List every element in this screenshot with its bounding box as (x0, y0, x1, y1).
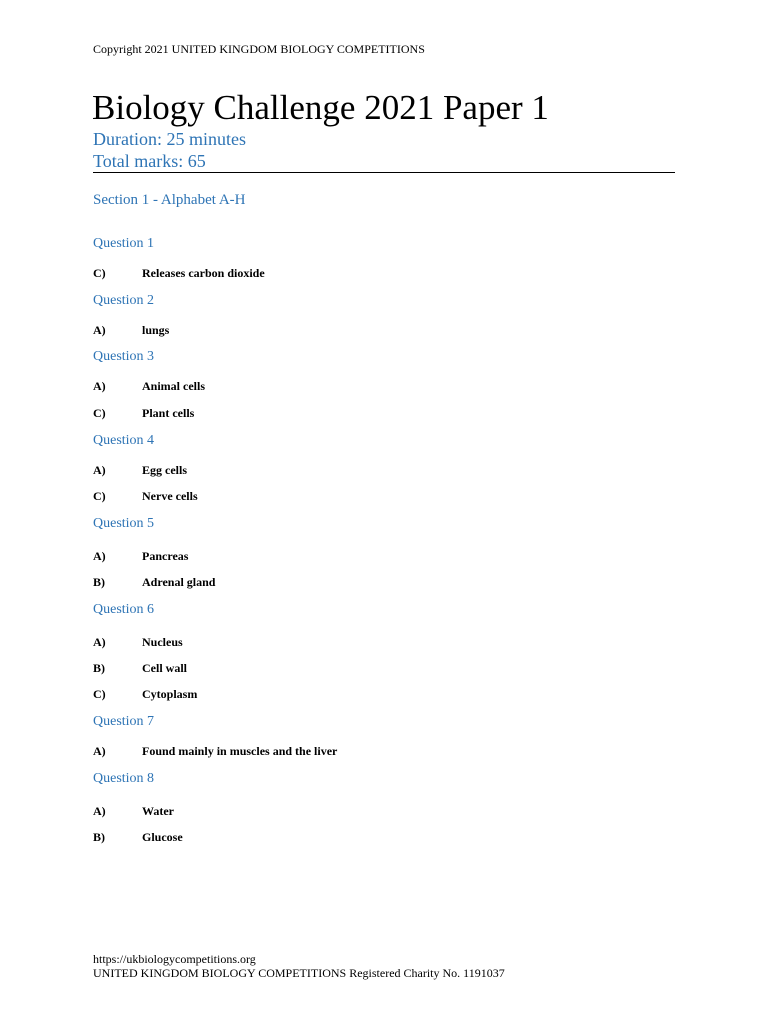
answer-letter: C) (93, 687, 106, 701)
answer-letter: A) (93, 379, 106, 393)
question-heading: Question 3 (93, 349, 155, 364)
answer-text: Adrenal gland (142, 575, 216, 589)
question-heading: Question 4 (93, 433, 155, 448)
answer-text: Nerve cells (142, 489, 198, 503)
copyright-notice: Copyright 2021 UNITED KINGDOM BIOLOGY COMPETITIONS (93, 42, 425, 56)
question-heading: Question 8 (93, 771, 155, 786)
duration-label: Duration: 25 minutes (93, 129, 246, 149)
answer-text: Animal cells (142, 379, 205, 393)
question-heading: Question 7 (93, 714, 155, 729)
total-marks-label: Total marks: 65 (93, 151, 206, 171)
answer-letter: A) (93, 549, 106, 563)
answer-text: Glucose (142, 830, 183, 844)
answer-letter: B) (93, 830, 105, 844)
answer-letter: A) (93, 804, 106, 818)
answer-text: Cell wall (142, 661, 187, 675)
answer-text: Water (142, 804, 174, 818)
question-heading: Question 2 (93, 293, 155, 308)
answer-letter: A) (93, 635, 106, 649)
question-heading: Question 6 (93, 602, 155, 617)
answer-text: Nucleus (142, 635, 183, 649)
answer-letter: A) (93, 323, 106, 337)
page-title: Biology Challenge 2021 Paper 1 (92, 88, 549, 127)
answer-letter: A) (93, 744, 106, 758)
answer-letter: B) (93, 575, 105, 589)
question-heading: Question 5 (93, 516, 155, 531)
answer-letter: B) (93, 661, 105, 675)
title-divider (93, 172, 675, 173)
answer-letter: C) (93, 266, 106, 280)
footer-url[interactable]: https://ukbiologycompetitions.org (93, 952, 256, 966)
answer-text: Egg cells (142, 463, 187, 477)
section-heading: Section 1 - Alphabet A-H (93, 192, 246, 208)
answer-letter: C) (93, 489, 106, 503)
footer-charity: UNITED KINGDOM BIOLOGY COMPETITIONS Registered Charity No. 1191037 (93, 966, 505, 980)
answer-text: Plant cells (142, 406, 195, 420)
answer-text: lungs (142, 323, 170, 337)
answer-letter: C) (93, 406, 106, 420)
answer-text: Cytoplasm (142, 687, 198, 701)
question-heading: Question 1 (93, 236, 155, 251)
answer-text: Found mainly in muscles and the liver (142, 744, 338, 758)
answer-letter: A) (93, 463, 106, 477)
answer-text: Pancreas (142, 549, 189, 563)
answer-text: Releases carbon dioxide (142, 266, 265, 280)
